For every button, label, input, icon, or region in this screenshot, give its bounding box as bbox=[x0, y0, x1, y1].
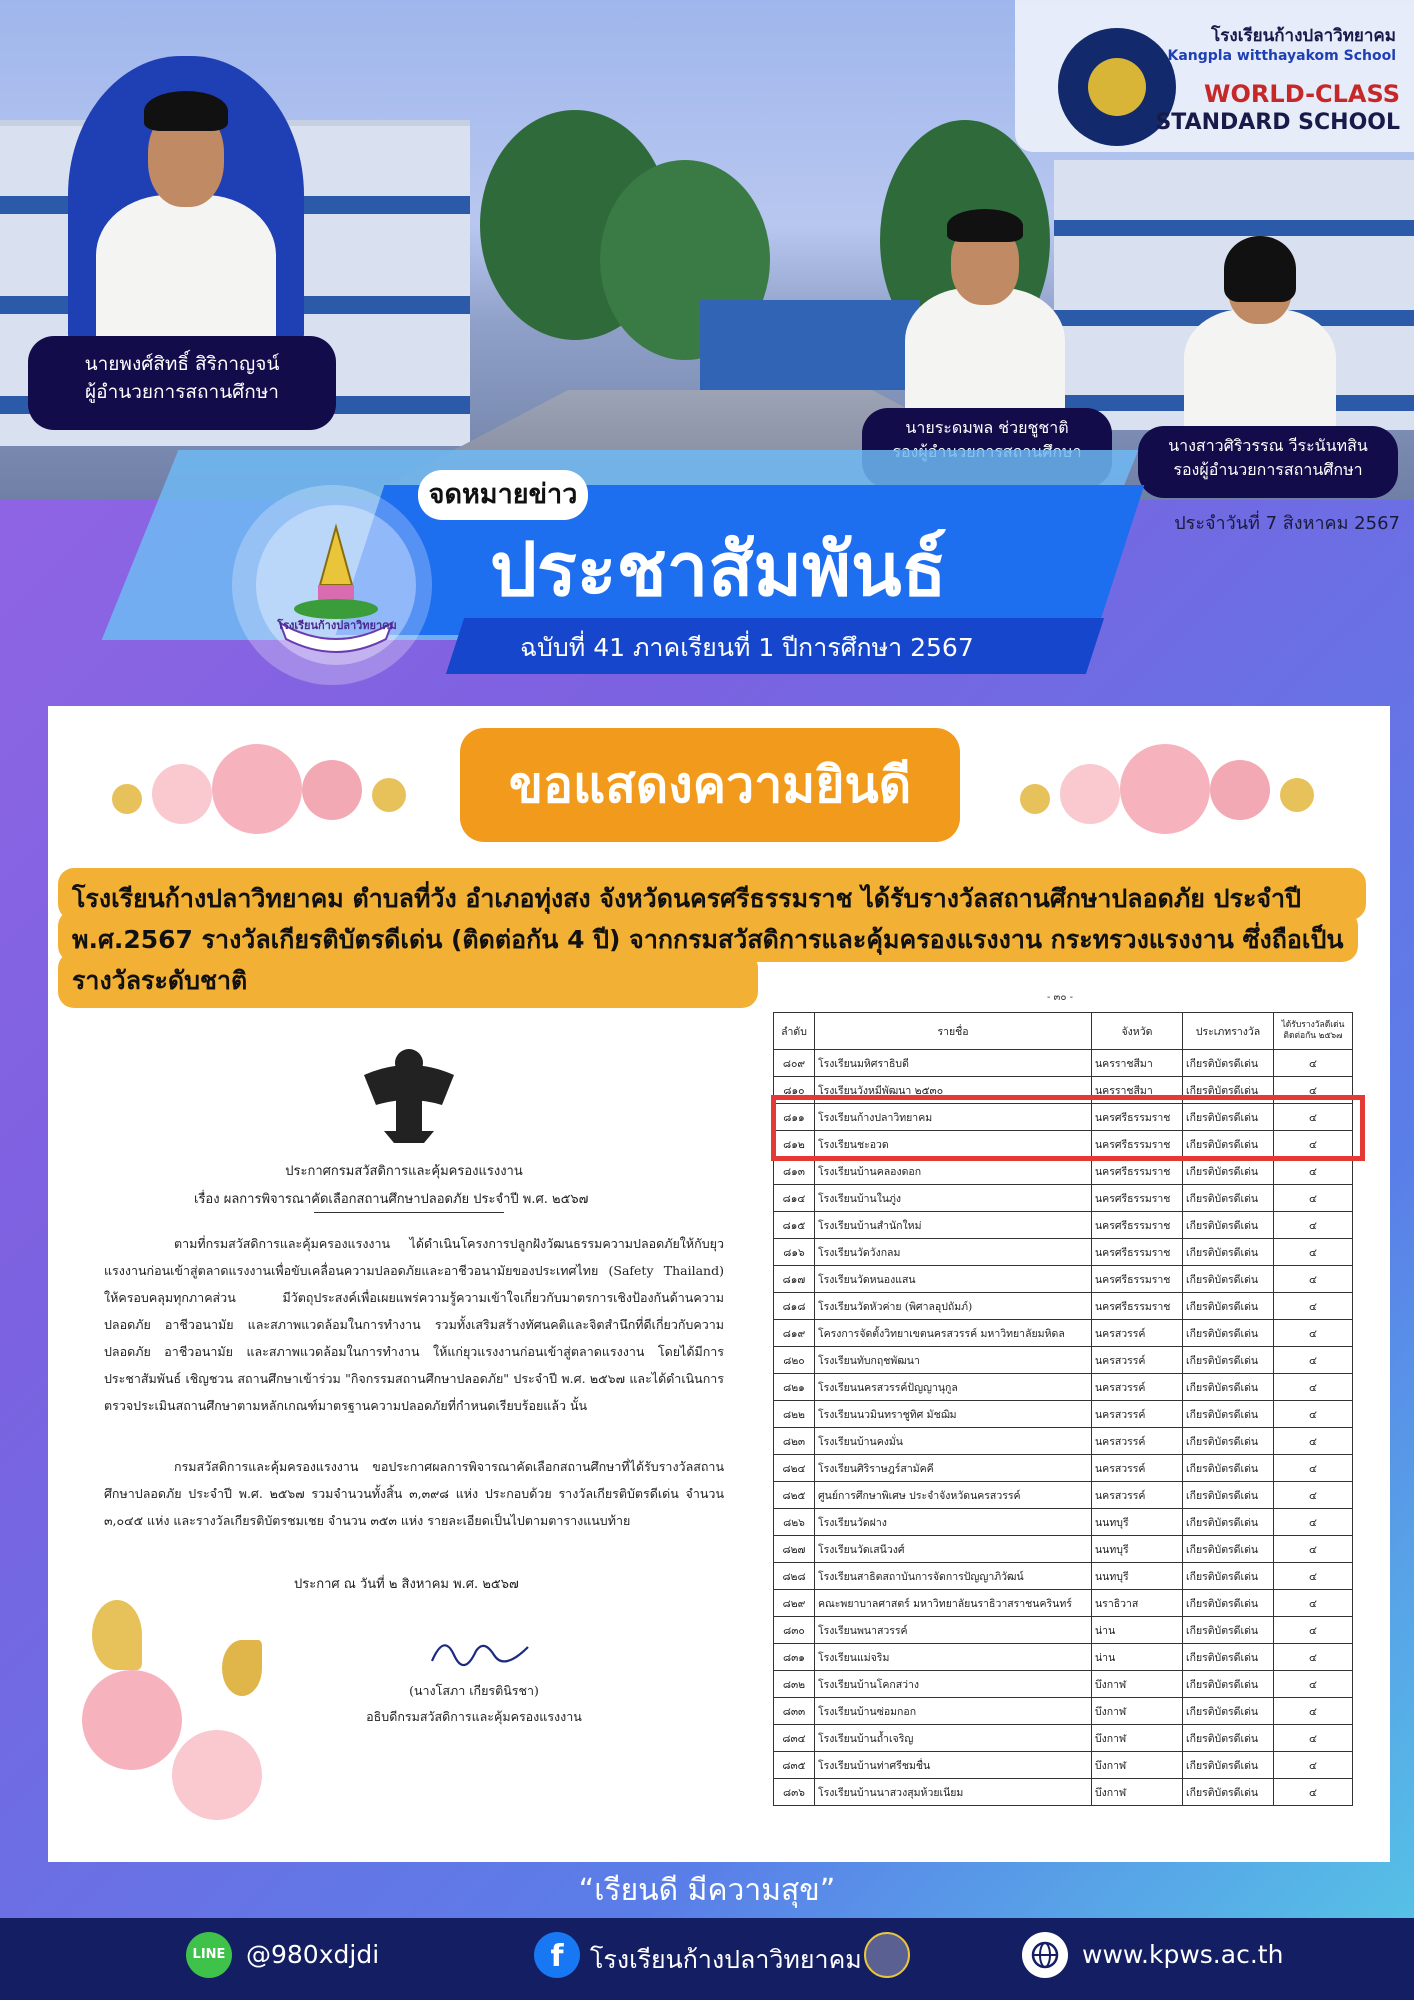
col-header-consecutive: ได้รับรางวัลดีเด่น ติดต่อกัน ๒๕๖๗ bbox=[1274, 1013, 1353, 1050]
line-icon-text: LINE bbox=[192, 1947, 226, 1962]
cell-award: เกียรติบัตรดีเด่น bbox=[1183, 1590, 1274, 1617]
cell-consecutive: ๔ bbox=[1274, 1509, 1353, 1536]
issue-date: ประจำวันที่ 7 สิงหาคม 2567 bbox=[1174, 513, 1400, 534]
cell-province: นครศรีธรรมราช bbox=[1092, 1131, 1183, 1158]
table-row bbox=[774, 1455, 1353, 1482]
cell-school-name: โครงการจัดตั้งวิทยาเขตนครสวรรค์ มหาวิทยาลัยมหิดล bbox=[815, 1320, 1092, 1347]
table-header-row bbox=[774, 1013, 1353, 1050]
table-row bbox=[774, 1239, 1353, 1266]
flower-decoration-right bbox=[1000, 724, 1330, 844]
footer-bar bbox=[0, 1918, 1414, 2000]
cell-award: เกียรติบัตรดีเด่น bbox=[1183, 1779, 1274, 1806]
cell-school-name: ศูนย์การศึกษาพิเศษ ประจำจังหวัดนครสวรรค์ bbox=[815, 1482, 1092, 1509]
cell-order: ๘๒๕ bbox=[774, 1482, 815, 1509]
cell-consecutive: ๔ bbox=[1274, 1590, 1353, 1617]
cell-order: ๘๒๖ bbox=[774, 1509, 815, 1536]
cell-order: ๘๑๙ bbox=[774, 1320, 815, 1347]
cell-order: ๘๑๓ bbox=[774, 1158, 815, 1185]
garuda-emblem-icon bbox=[354, 1035, 464, 1145]
cell-consecutive: ๔ bbox=[1274, 1563, 1353, 1590]
cell-school-name: โรงเรียนนครสวรรค์ปัญญานุกูล bbox=[815, 1374, 1092, 1401]
cell-school-name: โรงเรียนพนาสวรรค์ bbox=[815, 1617, 1092, 1644]
cell-consecutive: ๔ bbox=[1274, 1158, 1353, 1185]
facebook-link[interactable]: โรงเรียนก้างปลาวิทยาคม bbox=[590, 1945, 862, 1974]
cell-order: ๘๓๐ bbox=[774, 1617, 815, 1644]
cell-school-name: โรงเรียนชะอวด bbox=[815, 1131, 1092, 1158]
cell-province: นครศรีธรรมราช bbox=[1092, 1185, 1183, 1212]
cell-order: ๘๑๒ bbox=[774, 1131, 815, 1158]
cell-province: นครสวรรค์ bbox=[1092, 1320, 1183, 1347]
cell-province: นครสวรรค์ bbox=[1092, 1401, 1183, 1428]
table-row bbox=[774, 1428, 1353, 1455]
table-row bbox=[774, 1374, 1353, 1401]
signer-name: (นางโสภา เกียรตินิรชา) bbox=[409, 1683, 539, 1698]
table-row bbox=[774, 1293, 1353, 1320]
cell-order: ๘๑๖ bbox=[774, 1239, 815, 1266]
signature bbox=[424, 1625, 534, 1675]
cell-consecutive: ๔ bbox=[1274, 1320, 1353, 1347]
cell-award: เกียรติบัตรดีเด่น bbox=[1183, 1158, 1274, 1185]
table-row bbox=[774, 1212, 1353, 1239]
cell-award: เกียรติบัตรดีเด่น bbox=[1183, 1671, 1274, 1698]
col-header-award: ประเภทรางวัล bbox=[1183, 1013, 1274, 1050]
seal-ribbon-text: โรงเรียนก้างปลาวิทยาคม bbox=[277, 619, 397, 632]
announcement-subject: เรื่อง ผลการพิจารณาคัดเลือกสถานศึกษาปลอดภัย ประจำปี พ.ศ. ๒๕๖๗ bbox=[194, 1192, 589, 1207]
cell-consecutive: ๔ bbox=[1274, 1644, 1353, 1671]
director-name: นายพงศ์สิทธิ์ สิริกาญจน์ bbox=[84, 353, 280, 375]
school-name-th: โรงเรียนก้างปลาวิทยาคม bbox=[1211, 26, 1396, 46]
table-row bbox=[774, 1725, 1353, 1752]
table-row bbox=[774, 1347, 1353, 1374]
cell-province: นครสวรรค์ bbox=[1092, 1347, 1183, 1374]
cell-consecutive: ๔ bbox=[1274, 1725, 1353, 1752]
cell-order: ๘๒๐ bbox=[774, 1347, 815, 1374]
cell-consecutive: ๔ bbox=[1274, 1266, 1353, 1293]
cell-order: ๘๓๕ bbox=[774, 1752, 815, 1779]
cell-school-name: โรงเรียนบ้านนาสวงสุมห้วยเนียม bbox=[815, 1779, 1092, 1806]
cell-province: นครราชสีมา bbox=[1092, 1077, 1183, 1104]
cell-consecutive: ๔ bbox=[1274, 1671, 1353, 1698]
highlight-box bbox=[771, 1095, 1365, 1161]
table-row bbox=[774, 1698, 1353, 1725]
cell-award: เกียรติบัตรดีเด่น bbox=[1183, 1563, 1274, 1590]
announcement-date: ประกาศ ณ วันที่ ๒ สิงหาคม พ.ศ. ๒๕๖๗ bbox=[294, 1577, 519, 1592]
table-row bbox=[774, 1779, 1353, 1806]
deputy-photo-1 bbox=[880, 180, 1090, 420]
deputy-caption-2 bbox=[1138, 426, 1398, 498]
cell-consecutive: ๔ bbox=[1274, 1131, 1353, 1158]
cell-order: ๘๒๓ bbox=[774, 1428, 815, 1455]
cell-school-name: โรงเรียนทับกฤชพัฒนา bbox=[815, 1347, 1092, 1374]
cell-province: นนทบุรี bbox=[1092, 1509, 1183, 1536]
cell-consecutive: ๔ bbox=[1274, 1536, 1353, 1563]
cell-award: เกียรติบัตรดีเด่น bbox=[1183, 1212, 1274, 1239]
cell-consecutive: ๔ bbox=[1274, 1077, 1353, 1104]
cell-order: ๘๑๕ bbox=[774, 1212, 815, 1239]
cell-consecutive: ๔ bbox=[1274, 1185, 1353, 1212]
cell-award: เกียรติบัตรดีเด่น bbox=[1183, 1401, 1274, 1428]
cell-order: ๘๓๓ bbox=[774, 1698, 815, 1725]
cell-order: ๘๒๙ bbox=[774, 1590, 815, 1617]
table-row bbox=[774, 1590, 1353, 1617]
cell-province: นครสวรรค์ bbox=[1092, 1482, 1183, 1509]
col-header-order: ลำดับ bbox=[774, 1013, 815, 1050]
cell-order: ๘๒๘ bbox=[774, 1563, 815, 1590]
cell-award: เกียรติบัตรดีเด่น bbox=[1183, 1185, 1274, 1212]
cell-award: เกียรติบัตรดีเด่น bbox=[1183, 1428, 1274, 1455]
director-role: ผู้อำนวยการสถานศึกษา bbox=[85, 381, 279, 403]
cell-award: เกียรติบัตรดีเด่น bbox=[1183, 1266, 1274, 1293]
cell-province: บึงกาฬ bbox=[1092, 1725, 1183, 1752]
announcement-title: ประกาศกรมสวัสดิการและคุ้มครองแรงงาน bbox=[285, 1164, 523, 1179]
cell-award: เกียรติบัตรดีเด่น bbox=[1183, 1455, 1274, 1482]
deputy-name-2: นางสาวศิริวรรณ วีระนันทสิน bbox=[1168, 436, 1368, 455]
cell-award: เกียรติบัตรดีเด่น bbox=[1183, 1131, 1274, 1158]
banner-issue: ฉบับที่ 41 ภาคเรียนที่ 1 ปีการศึกษา 2567 bbox=[520, 633, 974, 662]
cell-order: ๘๒๒ bbox=[774, 1401, 815, 1428]
announcement-document bbox=[84, 1025, 724, 1785]
cell-province: นราธิวาส bbox=[1092, 1590, 1183, 1617]
cell-province: นครศรีธรรมราช bbox=[1092, 1293, 1183, 1320]
cell-school-name: โรงเรียนบ้านโคกสว่าง bbox=[815, 1671, 1092, 1698]
table-row bbox=[774, 1320, 1353, 1347]
headline-block bbox=[58, 868, 1366, 1018]
table-row bbox=[774, 1536, 1353, 1563]
deputy-photo-2 bbox=[1160, 210, 1360, 430]
cell-order: ๘๑๐ bbox=[774, 1077, 815, 1104]
table-row bbox=[774, 1644, 1353, 1671]
cell-school-name: โรงเรียนก้างปลาวิทยาคม bbox=[815, 1104, 1092, 1131]
cell-order: ๘๓๒ bbox=[774, 1671, 815, 1698]
signer-title: อธิบดีกรมสวัสดิการและคุ้มครองแรงงาน bbox=[366, 1709, 582, 1724]
cell-consecutive: ๔ bbox=[1274, 1482, 1353, 1509]
cell-school-name: โรงเรียนศิริราษฎร์สามัคคี bbox=[815, 1455, 1092, 1482]
cell-province: นนทบุรี bbox=[1092, 1536, 1183, 1563]
cell-school-name: โรงเรียนบ้านซ่อมกอก bbox=[815, 1698, 1092, 1725]
cell-school-name: โรงเรียนบ้านถ้ำเจริญ bbox=[815, 1725, 1092, 1752]
cell-award: เกียรติบัตรดีเด่น bbox=[1183, 1617, 1274, 1644]
cell-consecutive: ๔ bbox=[1274, 1239, 1353, 1266]
cell-province: บึงกาฬ bbox=[1092, 1671, 1183, 1698]
cell-consecutive: ๔ bbox=[1274, 1779, 1353, 1806]
table-row bbox=[774, 1671, 1353, 1698]
school-motto: “เรียนดี มีความสุข” bbox=[578, 1873, 836, 1908]
cell-consecutive: ๔ bbox=[1274, 1374, 1353, 1401]
headline-text: โรงเรียนก้างปลาวิทยาคม ตำบลที่วัง อำเภอทุ่งสง จังหวัดนครศรีธรรมราช ได้รับรางวัลสถานศึกษาปลอดภัย ประจำปี พ.ศ.2567 รางวัลเกียรติบัตรดีเด่น (ติดต่อกัน 4 ปี) จากกรมสวัสดิการและคุ้มครองแรงงาน กระทรวงแรงงาน ซึ่งถือเป็นรางวัลระดับชาติ bbox=[72, 884, 1344, 995]
cell-school-name: โรงเรียนวัดฝาง bbox=[815, 1509, 1092, 1536]
cell-school-name: โรงเรียนวัดวังกลม bbox=[815, 1239, 1092, 1266]
line-icon bbox=[186, 1932, 232, 1978]
cell-province: นครสวรรค์ bbox=[1092, 1455, 1183, 1482]
facebook-icon: f bbox=[534, 1932, 580, 1978]
cell-school-name: โรงเรียนวัดหนองแสน bbox=[815, 1266, 1092, 1293]
line-id-link[interactable]: @980xdjdi bbox=[246, 1940, 380, 1969]
cell-order: ๘๑๑ bbox=[774, 1104, 815, 1131]
cell-award: เกียรติบัตรดีเด่น bbox=[1183, 1374, 1274, 1401]
banner-title: ประชาสัมพันธ์ bbox=[490, 527, 947, 613]
cell-award: เกียรติบัตรดีเด่น bbox=[1183, 1347, 1274, 1374]
table-row bbox=[774, 1563, 1353, 1590]
cell-award: เกียรติบัตรดีเด่น bbox=[1183, 1698, 1274, 1725]
cell-order: ๘๑๘ bbox=[774, 1293, 815, 1320]
table-row bbox=[774, 1401, 1353, 1428]
cell-province: น่าน bbox=[1092, 1617, 1183, 1644]
cell-consecutive: ๔ bbox=[1274, 1455, 1353, 1482]
cell-consecutive: ๔ bbox=[1274, 1104, 1353, 1131]
cell-school-name: โรงเรียนบ้านท่าศรีชมชื่น bbox=[815, 1752, 1092, 1779]
director-caption bbox=[28, 336, 336, 430]
cell-order: ๘๑๔ bbox=[774, 1185, 815, 1212]
table-row bbox=[774, 1266, 1353, 1293]
col-header-name: รายชื่อ bbox=[815, 1013, 1092, 1050]
cell-province: น่าน bbox=[1092, 1644, 1183, 1671]
cell-consecutive: ๔ bbox=[1274, 1212, 1353, 1239]
cell-award: เกียรติบัตรดีเด่น bbox=[1183, 1293, 1274, 1320]
cell-province: บึงกาฬ bbox=[1092, 1698, 1183, 1725]
table-row bbox=[774, 1617, 1353, 1644]
table-row bbox=[774, 1158, 1353, 1185]
cell-province: นนทบุรี bbox=[1092, 1563, 1183, 1590]
cell-province: นครสวรรค์ bbox=[1092, 1428, 1183, 1455]
subject-underline bbox=[314, 1212, 504, 1213]
cell-award: เกียรติบัตรดีเด่น bbox=[1183, 1752, 1274, 1779]
announcement-paragraph-1: ตามที่กรมสวัสดิการและคุ้มครองแรงงาน ได้ดำเนินโครงการปลูกฝังวัฒนธรรมความปลอดภัยให้กับยุวแรงงานก่อนเข้าสู่ตลาดแรงงานเพื่อขับเคลื่อนความปลอดภัยและอาชีวอนามัยของประเทศไทย (Safety Thailand) ให้ครอบคลุมทุกภาคส่วน มีวัตถุประสงค์เพื่อเผยแพร่ความรู้ความเข้าใจเกี่ยวกับมาตรการเชิงป้องกันด้านความปลอดภัย อาชีวอนามัย และสภาพแวดล้อมในการทำงาน รวมทั้งเสริมสร้างทัศนคติและจิตสำนึกที่ดีเกี่ยวกับความปลอดภัย อาชีวอนามัย และสภาพแวดล้อมในการทำงาน ให้แก่ยุวแรงงานก่อนเข้าสู่ตลาดแรงงาน โดยได้มีการประชาสัมพันธ์ เชิญชวน สถานศึกษาเข้าร่วม "กิจกรรมสถานศึกษาปลอดภัย" ประจำปี พ.ศ. ๒๕๖๗ และได้ดำเนินการตรวจประเมินสถานศึกษาตามหลักเกณฑ์มาตรฐานความปลอดภัยที่กำหนดเรียบร้อยแล้ว นั้น bbox=[104, 1236, 724, 1413]
school-seal-small-icon bbox=[864, 1932, 910, 1978]
deputy-role-2: รองผู้อำนวยการสถานศึกษา bbox=[1173, 460, 1363, 479]
table-row bbox=[774, 1050, 1353, 1077]
cell-province: นครศรีธรรมราช bbox=[1092, 1104, 1183, 1131]
cell-province: บึงกาฬ bbox=[1092, 1752, 1183, 1779]
col-header-province: จังหวัด bbox=[1092, 1013, 1183, 1050]
cell-order: ๘๓๑ bbox=[774, 1644, 815, 1671]
table-page-number: - ๓๐ - bbox=[1046, 992, 1074, 1003]
cell-award: เกียรติบัตรดีเด่น bbox=[1183, 1644, 1274, 1671]
cell-school-name: โรงเรียนวัดเสนีวงศ์ bbox=[815, 1536, 1092, 1563]
cell-award: เกียรติบัตรดีเด่น bbox=[1183, 1104, 1274, 1131]
cell-order: ๘๓๔ bbox=[774, 1725, 815, 1752]
deputy-name-1: นายระดมพล ช่วยชูชาติ bbox=[905, 418, 1069, 437]
cell-award: เกียรติบัตรดีเด่น bbox=[1183, 1050, 1274, 1077]
cell-order: ๘๑๗ bbox=[774, 1266, 815, 1293]
cell-province: นครสวรรค์ bbox=[1092, 1374, 1183, 1401]
school-name-en: Kangpla witthayakom School bbox=[1167, 48, 1396, 64]
standard-school-text: STANDARD SCHOOL bbox=[1155, 110, 1400, 135]
cell-school-name: โรงเรียนมหิศราธิบดี bbox=[815, 1050, 1092, 1077]
director-photo bbox=[68, 56, 304, 346]
cell-school-name: โรงเรียนสาธิตสถาบันการจัดการปัญญาภิวัฒน์ bbox=[815, 1563, 1092, 1590]
cell-consecutive: ๔ bbox=[1274, 1752, 1353, 1779]
cell-school-name: โรงเรียนแม่จริม bbox=[815, 1644, 1092, 1671]
cell-consecutive: ๔ bbox=[1274, 1293, 1353, 1320]
cell-province: บึงกาฬ bbox=[1092, 1779, 1183, 1806]
cell-school-name: โรงเรียนบ้านคงมั่น bbox=[815, 1428, 1092, 1455]
table-row bbox=[774, 1185, 1353, 1212]
cell-order: ๘๒๗ bbox=[774, 1536, 815, 1563]
cell-award: เกียรติบัตรดีเด่น bbox=[1183, 1536, 1274, 1563]
announcement-paragraph-2: กรมสวัสดิการและคุ้มครองแรงงาน ขอประกาศผลการพิจารณาคัดเลือกสถานศึกษาที่ได้รับรางวัลสถานศึกษาปลอดภัย ประจำปี พ.ศ. ๒๕๖๗ รวมจำนวนทั้งสิ้น ๓,๓๙๘ แห่ง ประกอบด้วย รางวัลเกียรติบัตรดีเด่น จำนวน ๓,๐๔๕ แห่ง และรางวัลเกียรติบัตรชมเชย จำนวน ๓๕๓ แห่ง รายละเอียดเป็นไปตามตารางแนบท้าย bbox=[104, 1459, 724, 1528]
cell-award: เกียรติบัตรดีเด่น bbox=[1183, 1239, 1274, 1266]
globe-icon bbox=[1022, 1932, 1068, 1978]
cell-award: เกียรติบัตรดีเด่น bbox=[1183, 1482, 1274, 1509]
cell-award: เกียรติบัตรดีเด่น bbox=[1183, 1077, 1274, 1104]
cell-province: นครศรีธรรมราช bbox=[1092, 1239, 1183, 1266]
cell-province: นครราชสีมา bbox=[1092, 1050, 1183, 1077]
cell-province: นครศรีธรรมราช bbox=[1092, 1266, 1183, 1293]
cell-school-name: โรงเรียนบ้านในภู่ง bbox=[815, 1185, 1092, 1212]
cell-school-name: โรงเรียนวัดหัวค่าย (พิศาลอุปถัมภ์) bbox=[815, 1293, 1092, 1320]
cell-order: ๘๐๙ bbox=[774, 1050, 815, 1077]
cell-consecutive: ๔ bbox=[1274, 1401, 1353, 1428]
cell-consecutive: ๔ bbox=[1274, 1347, 1353, 1374]
newsletter-tag: จดหมายข่าว bbox=[418, 470, 588, 520]
world-class-text: WORLD-CLASS bbox=[1204, 80, 1400, 108]
table-row bbox=[774, 1509, 1353, 1536]
website-link[interactable]: www.kpws.ac.th bbox=[1082, 1940, 1284, 1969]
cell-school-name: โรงเรียนบ้านสำนักใหม่ bbox=[815, 1212, 1092, 1239]
cell-award: เกียรติบัตรดีเด่น bbox=[1183, 1725, 1274, 1752]
cell-order: ๘๓๖ bbox=[774, 1779, 815, 1806]
cell-consecutive: ๔ bbox=[1274, 1617, 1353, 1644]
cell-order: ๘๒๑ bbox=[774, 1374, 815, 1401]
cell-award: เกียรติบัตรดีเด่น bbox=[1183, 1509, 1274, 1536]
cell-school-name: คณะพยาบาลศาสตร์ มหาวิทยาลัยนราธิวาสราชนครินทร์ bbox=[815, 1590, 1092, 1617]
table-row bbox=[774, 1482, 1353, 1509]
cell-consecutive: ๔ bbox=[1274, 1698, 1353, 1725]
cell-order: ๘๒๔ bbox=[774, 1455, 815, 1482]
cell-school-name: โรงเรียนวังหมีพัฒนา ๒๕๓๐ bbox=[815, 1077, 1092, 1104]
table-row bbox=[774, 1752, 1353, 1779]
cell-province: นครศรีธรรมราช bbox=[1092, 1212, 1183, 1239]
cell-award: เกียรติบัตรดีเด่น bbox=[1183, 1320, 1274, 1347]
cell-consecutive: ๔ bbox=[1274, 1050, 1353, 1077]
cell-consecutive: ๔ bbox=[1274, 1428, 1353, 1455]
cell-school-name: โรงเรียนบ้านคลองดอก bbox=[815, 1158, 1092, 1185]
school-seal-icon bbox=[256, 505, 416, 665]
cell-province: นครศรีธรรมราช bbox=[1092, 1158, 1183, 1185]
congratulations-heading: ขอแสดงความยินดี bbox=[460, 728, 960, 842]
cell-school-name: โรงเรียนนวมินทราชูทิศ มัชฌิม bbox=[815, 1401, 1092, 1428]
flower-decoration-left bbox=[92, 724, 422, 844]
